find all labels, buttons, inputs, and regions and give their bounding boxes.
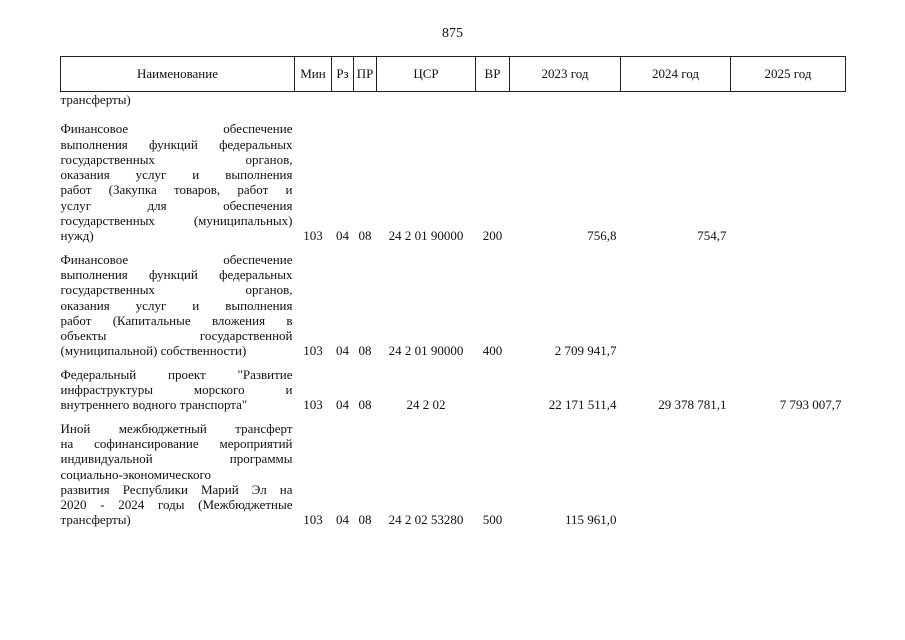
- row-name-line: развития Республики Марий Эл на: [60, 481, 293, 497]
- rz-cell: 04: [336, 228, 349, 244]
- row-name-line: Иной межбюджетный трансферт: [60, 420, 293, 436]
- row-spacer: [61, 359, 846, 367]
- row-name-line: государственных органов,: [60, 151, 293, 167]
- budget-table: [60, 56, 846, 528]
- row-name-line: индивидуальной программы: [60, 451, 293, 467]
- value-2023: 22 171 511,4: [548, 397, 617, 413]
- row-name-line: инфраструктуры морского и: [60, 382, 293, 398]
- table-row: [61, 252, 846, 359]
- row-name-line: трансферты): [60, 512, 131, 528]
- value-2024: 754,7: [697, 228, 727, 244]
- csr-cell: 24 2 01 90000: [388, 228, 464, 244]
- row-name-line: 2020 - 2024 годы (Межбюджетные: [60, 497, 293, 513]
- col-header-pr: ПР: [354, 57, 377, 92]
- pr-cell: 08: [358, 343, 372, 359]
- col-header-rz: Рз: [332, 57, 354, 92]
- col-header-min: Мин: [295, 57, 332, 92]
- row-name-line: Финансовое обеспечение: [60, 121, 293, 137]
- row-name: [61, 252, 295, 359]
- row-name: [61, 421, 295, 528]
- table-row: [61, 421, 846, 528]
- table-row: [61, 367, 846, 413]
- row-name-line: оказания услуг и выполнения: [60, 297, 293, 313]
- continuation-text: трансферты): [60, 92, 131, 107]
- csr-cell: 24 2 01 90000: [388, 343, 464, 359]
- pr-cell: 08: [358, 228, 372, 244]
- col-header-2025: 2025 год: [731, 57, 846, 92]
- row-name-line: выполнения функций федеральных: [60, 266, 293, 282]
- continuation-row: [61, 92, 846, 108]
- row-name-line: внутреннего водного транспорта": [60, 397, 248, 413]
- min-cell: 103: [303, 343, 323, 359]
- row-name-line: работ (Капитальные вложения в: [60, 312, 293, 328]
- vr-cell: [476, 367, 510, 413]
- row-name-line: объекты государственной: [60, 328, 293, 344]
- row-name-line: нужд): [60, 228, 94, 244]
- min-cell: 103: [303, 228, 323, 244]
- row-name-line: оказания услуг и выполнения: [60, 167, 293, 183]
- value-2025: [731, 421, 846, 528]
- table-header: [61, 57, 846, 92]
- table-row: [61, 121, 846, 243]
- value-2023: 2 709 941,7: [554, 343, 617, 359]
- col-header-2023: 2023 год: [510, 57, 621, 92]
- col-header-name: Наименование: [61, 57, 295, 92]
- vr-cell: 200: [482, 228, 503, 244]
- row-name-line: государственных органов,: [60, 282, 293, 298]
- col-header-2024: 2024 год: [621, 57, 731, 92]
- value-2024: [621, 421, 731, 528]
- row-name-line: социально-экономического: [60, 466, 211, 482]
- col-header-csr: ЦСР: [377, 57, 476, 92]
- value-2024: [621, 252, 731, 359]
- row-name-line: (муниципальной) собственности): [60, 343, 247, 359]
- row-name-line: государственных (муниципальных): [60, 213, 293, 229]
- value-2025: [731, 121, 846, 243]
- row-name: [61, 121, 295, 243]
- min-cell: 103: [303, 512, 323, 528]
- row-name-line: на софинансирование мероприятий: [60, 435, 293, 451]
- row-spacer: [61, 413, 846, 421]
- value-2025: [731, 252, 846, 359]
- row-name-line: работ (Закупка товаров, работ и: [60, 182, 293, 198]
- value-2025: 7 793 007,7: [779, 397, 842, 413]
- row-spacer: [61, 107, 846, 121]
- col-header-vr: ВР: [476, 57, 510, 92]
- value-2023: 756,8: [587, 228, 617, 244]
- vr-cell: 500: [482, 512, 503, 528]
- pr-cell: 08: [358, 397, 372, 413]
- vr-cell: 400: [482, 343, 503, 359]
- min-cell: 103: [303, 397, 323, 413]
- row-name-line: услуг для обеспечения: [60, 197, 293, 213]
- page-number: 875: [442, 26, 463, 41]
- row-name-line: Финансовое обеспечение: [60, 251, 293, 267]
- row-name: [61, 367, 295, 413]
- pr-cell: 08: [358, 512, 372, 528]
- row-name-line: выполнения функций федеральных: [60, 136, 293, 152]
- rz-cell: 04: [336, 397, 349, 413]
- row-spacer: [61, 244, 846, 252]
- csr-cell: 24 2 02 53280: [388, 512, 464, 528]
- value-2023: 115 961,0: [564, 512, 617, 528]
- row-name-line: Федеральный проект "Развитие: [60, 366, 293, 382]
- rz-cell: 04: [336, 512, 349, 528]
- rz-cell: 04: [336, 343, 349, 359]
- value-2024: 29 378 781,1: [658, 397, 727, 413]
- csr-cell: 24 2 02: [406, 397, 446, 413]
